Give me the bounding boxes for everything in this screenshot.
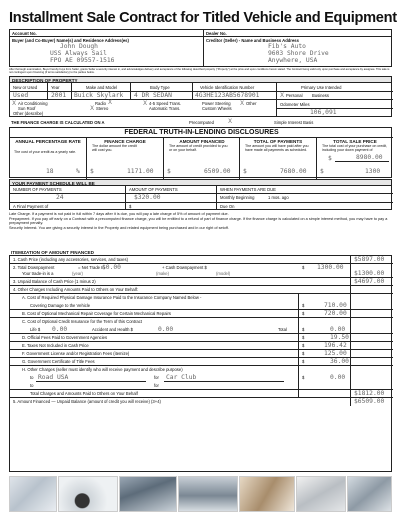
mechanical-currency: $ <box>302 311 305 316</box>
license-fees-value: 125.00 <box>324 350 347 357</box>
cash-price-label: 1. Cash Price (including any accessories, services, and taxes) <box>13 257 128 262</box>
title-fees-currency: $ <box>302 359 305 364</box>
precomputed-label: Precomputed <box>189 120 214 125</box>
finance-charge-value: 1171.00 <box>127 168 154 175</box>
account-row <box>9 29 392 37</box>
amount-financed-total: $6509.00 <box>354 398 385 405</box>
opt-radio: Radio <box>95 101 106 106</box>
engine-photo-image <box>296 476 346 512</box>
amount-financed-title: AMOUNT FINANCED <box>179 139 225 144</box>
title-fees-label: G. Government Certificate of Title Fees <box>22 359 95 364</box>
apr-description: The cost of your credit as a yearly rate. <box>14 150 77 154</box>
ts-currency: $ <box>320 168 324 175</box>
creditor-address-2: Anywhere, USA <box>268 57 318 64</box>
finance-basis-label: THE FINANCE CHARGE IS CALCULATED ON A <box>11 120 105 125</box>
buyer-name: John Dough <box>60 43 98 50</box>
dealer-label: Dealer No. <box>206 31 227 36</box>
property-table <box>9 83 392 117</box>
buyer-address-1: USS Always Sail <box>50 50 107 57</box>
credit-insurance-value: 0.00 <box>330 326 346 333</box>
vehicle-photo-image <box>119 476 177 512</box>
apr-percent: % <box>76 168 80 175</box>
accident-health-label: Accident and Health $ <box>92 327 133 332</box>
wheel-photo-image <box>58 476 118 512</box>
parties-row <box>9 37 392 67</box>
schedule-section-title: YOUR PAYMENT SCHEDULE WILL BE <box>9 179 392 186</box>
amount-financed-value: 6509.00 <box>204 168 231 175</box>
odometer-label: Odometer Miles <box>280 102 310 107</box>
odometer-value: 106,091 <box>310 109 337 116</box>
net-trade-in-label: = Net Trade In <box>78 265 105 270</box>
ac-check[interactable]: X <box>12 100 17 107</box>
creditor-name: Fib's Auto <box>268 43 306 50</box>
mechanical-repair-value: 720.00 <box>324 310 347 317</box>
credit-insurance-label: C. Cost of Optional Credit Insurance for the Term of this Contract <box>22 319 143 324</box>
late-charge-text: Late Charge. If a payment is not paid in full within 7 days after it is due, you will pay a late charge of 5% of amount of payment due. <box>9 212 229 216</box>
vehicle-condition: Used <box>13 92 29 99</box>
property-section-title: DESCRIPTION OF PROPERTY <box>9 76 392 83</box>
interior-photo-image <box>239 476 295 512</box>
col-amount-of-payments: AMOUNT OF PAYMENTS <box>129 187 178 192</box>
monthly-beginning-value: 1 mos. ago <box>268 195 289 200</box>
radio-check[interactable]: X <box>108 99 113 106</box>
total-sale-price-value: 1300 <box>365 168 381 175</box>
finance-charge-title: FINANCE CHARGE <box>104 139 146 144</box>
total-sale-price-title: TOTAL SALE PRICE <box>333 139 377 144</box>
vehicle-body-type: 4 DR SEDAN <box>134 92 172 99</box>
personal-use-check[interactable]: X <box>280 92 285 99</box>
opt-other-describe: Other (describe) <box>13 111 44 116</box>
monthly-beginning-label: Monthly Beginning <box>220 195 255 200</box>
insurance-coverage-label: Covering Damage to the Vehicle <box>30 303 91 308</box>
account-label: Account No. <box>12 31 37 36</box>
life-label: Life $ <box>30 327 41 332</box>
total-of-payments-description: The amount you will have paid after you have made all payments as scheduled. <box>245 144 309 153</box>
accident-health-value: 0.00 <box>158 326 174 333</box>
for-label-2: for <box>154 383 159 388</box>
finance-charge-description: The dollar amount the credit will cost you. <box>92 144 137 153</box>
col-primary-use: Primary Use Intended <box>301 85 342 90</box>
cash-price-value: $5897.00 <box>354 256 385 263</box>
vehicle-make-model: Buick Skylark <box>74 92 124 99</box>
net-trade-in-value: $0.00 <box>102 264 121 271</box>
total-of-payments-title: TOTAL OF PAYMENTS <box>253 139 303 144</box>
downpayment-total: $1300.00 <box>354 270 385 277</box>
taxes-value: 196.42 <box>324 342 347 349</box>
final-payment-currency: $ <box>129 204 132 209</box>
license-fees-label: F. Government License and/or Registration Fees (itemize) <box>22 351 130 356</box>
col-vin: Vehicle Identification Number <box>200 85 255 90</box>
unpaid-balance-value: $4697.00 <box>354 278 385 285</box>
number-of-payments: 24 <box>56 194 64 201</box>
other-charges-value: 0.00 <box>330 374 346 381</box>
use-business-label: Business <box>312 93 329 98</box>
col-body-type: Body Type <box>150 85 170 90</box>
opt-air-conditioning: Air Conditioning <box>18 101 48 106</box>
opt-stereo: Stereo <box>96 106 109 111</box>
amount-financed-label: 5. Amount Financed — Unpaid Balance (amount of credit you will receive) (3+4) <box>13 399 161 404</box>
vehicle-vin: 4G3HE123AB5678901 <box>195 92 260 99</box>
creditor-label: Creditor (Seller) - Name and Business Address <box>206 38 299 43</box>
total-of-payments-value: 7680.00 <box>280 168 307 175</box>
total-charges-value: $1812.00 <box>354 390 385 397</box>
precomputed-check[interactable]: X <box>228 118 233 125</box>
opt-other: Other <box>246 101 257 106</box>
life-value: 0.00 <box>52 326 68 333</box>
tila-box <box>9 127 392 178</box>
simple-interest-label: Simple Interest Basis <box>274 120 314 125</box>
truck-photo-image <box>178 476 238 512</box>
other-charges-h-label: H. Other Charges (seller must identify who will receive payment and describe purpose) <box>22 367 183 372</box>
opt-power-steering: Power Steering <box>202 101 231 106</box>
dealer-photo-image <box>347 476 392 512</box>
contract-document <box>9 10 397 405</box>
other-charges-label: 4. Other Charges Including Amounts Paid to Others on Your Behalf: <box>13 287 139 292</box>
col-when-due: WHEN PAYMENTS ARE DUE <box>220 187 276 192</box>
opt-automatic: Automatic Trans. <box>149 106 181 111</box>
official-fees-value: 19.50 <box>330 334 349 341</box>
security-interest-text: Security Interest. You are giving a security interest in the Property and related equipment being purchased and in our right of setoff. <box>9 225 229 230</box>
other-option-check[interactable]: X <box>240 100 245 107</box>
taxes-label: E. Taxes Not Included in Cash Price <box>22 343 89 348</box>
af-currency: $ <box>167 168 171 175</box>
trade-model: (model) <box>216 271 231 276</box>
official-fees-label: D. Official Fees Paid to Government Agencies <box>22 335 108 340</box>
amount-financed-description: The amount of credit provided to you or on your behalf. <box>169 144 228 153</box>
itemization-table <box>9 256 392 472</box>
col-new-used: New or Used <box>13 85 38 90</box>
finance-basis-row <box>9 118 392 126</box>
trade-make: (make) <box>156 271 170 276</box>
schedule-table <box>9 186 392 210</box>
other-charges-currency: $ <box>302 375 305 380</box>
final-payment-label: A Final Payment of <box>13 204 49 209</box>
credit-insurance-currency: $ <box>302 327 305 332</box>
to-label-1: to <box>30 375 34 380</box>
opt-custom-wheels: Custom Wheels <box>202 106 232 111</box>
total-charges-label: Total Charges and Amounts Paid to Others on Your Behalf <box>30 391 138 396</box>
opt-sun-roof: Sun Roof <box>18 106 36 111</box>
total-downpayment-label: 2. Total Downpayment <box>13 265 55 270</box>
col-year: Year <box>51 85 60 90</box>
for-value-1: Car Club <box>166 374 197 381</box>
col-number-of-payments: NUMBER OF PAYMENTS <box>13 187 62 192</box>
purchase-terms-text: After thorough examination, Buyer hereby buys from Seller, grants Seller a security interest in, and acknowledges delivery and acceptance of the following described property ("Property") at the price and upon conditions herein stated. The Contract being valid only upon purchase and acceptance by assignee. This sale is not contingent upon financing (if terms satisfactory) to the parties below. <box>9 68 390 75</box>
trade-year: (year) <box>72 271 83 276</box>
buyer-label: Buyer (and Co-Buyer) Name(s) and Residence Address(es) <box>12 38 129 43</box>
terms-block <box>9 212 392 230</box>
fc-currency: $ <box>90 168 94 175</box>
apr-value: 18 <box>46 168 54 175</box>
total-sale-price-description: The total cost of your purchase on credit, including your down payment of <box>322 144 388 153</box>
trade-in-label: Your trade-in is a <box>22 271 54 276</box>
itemization-section-title: ITEMIZATION OF AMOUNT FINANCED <box>9 249 392 256</box>
buyer-address-2: FPO AE 09557-1516 <box>50 57 115 64</box>
title-fees-value: 36.00 <box>330 358 349 365</box>
tp-currency: $ <box>243 168 247 175</box>
tila-heading: FEDERAL TRUTH-IN-LENDING DISCLOSURES <box>124 129 279 136</box>
creditor-address-1: 9603 Shore Drive <box>268 50 329 57</box>
page-title: Installment Sale Contract for Titled Vehicle and Equipment <box>9 10 397 26</box>
vehicle-year: 2001 <box>51 92 67 99</box>
stereo-check[interactable]: X <box>90 105 95 112</box>
downpayment-value: 1300.00 <box>317 264 344 271</box>
credit-insurance-total-label: Total <box>278 327 287 332</box>
insurance-currency: $ <box>302 303 305 308</box>
apr-title: ANNUAL PERCENTAGE RATE <box>15 139 81 144</box>
car-photo-image <box>9 476 57 512</box>
downpayment-currency: $ <box>302 265 305 270</box>
speed-trans-check[interactable]: X <box>143 100 148 107</box>
taxes-currency: $ <box>302 343 305 348</box>
due-on-label: Due On <box>220 204 235 209</box>
insurance-value: 710.00 <box>324 302 347 309</box>
down-payment-value: 8980.00 <box>356 154 383 161</box>
mechanical-repair-label: B. Cost of Optional Mechanical Repair Coverage for Certain Mechanical Repairs <box>22 311 171 316</box>
payment-amount: $320.00 <box>134 194 161 201</box>
down-payment-currency: $ <box>328 155 332 162</box>
to-label-2: to <box>30 383 34 388</box>
use-personal-label: Personal <box>286 93 303 98</box>
unpaid-balance-label: 3. Unpaid Balance of Cash Price (1 minus 2) <box>13 279 96 284</box>
cash-downpayment-label: + Cash Downpayment $ <box>162 265 207 270</box>
prepayment-text: Prepayment. If you pay off early on a Contract with a precomputed finance charge, you will be entitled to a refund of part of finance charge. If the finance charge is calculated on a simple interest method, you may have to pay a prepayment penalty. <box>9 216 388 225</box>
license-fees-currency: $ <box>302 351 305 356</box>
for-label-1: for <box>154 375 159 380</box>
official-fees-currency: $ <box>302 335 305 340</box>
col-make-model: Make and Model <box>86 85 117 90</box>
to-value-1: Road USA <box>38 374 69 381</box>
opt-4-5-speed: 4-5 Speed Trans. <box>149 101 182 106</box>
insurance-label: A. Cost of Required Physical Damage Insurance Paid to the Insurance Company Named Below - <box>22 295 202 300</box>
